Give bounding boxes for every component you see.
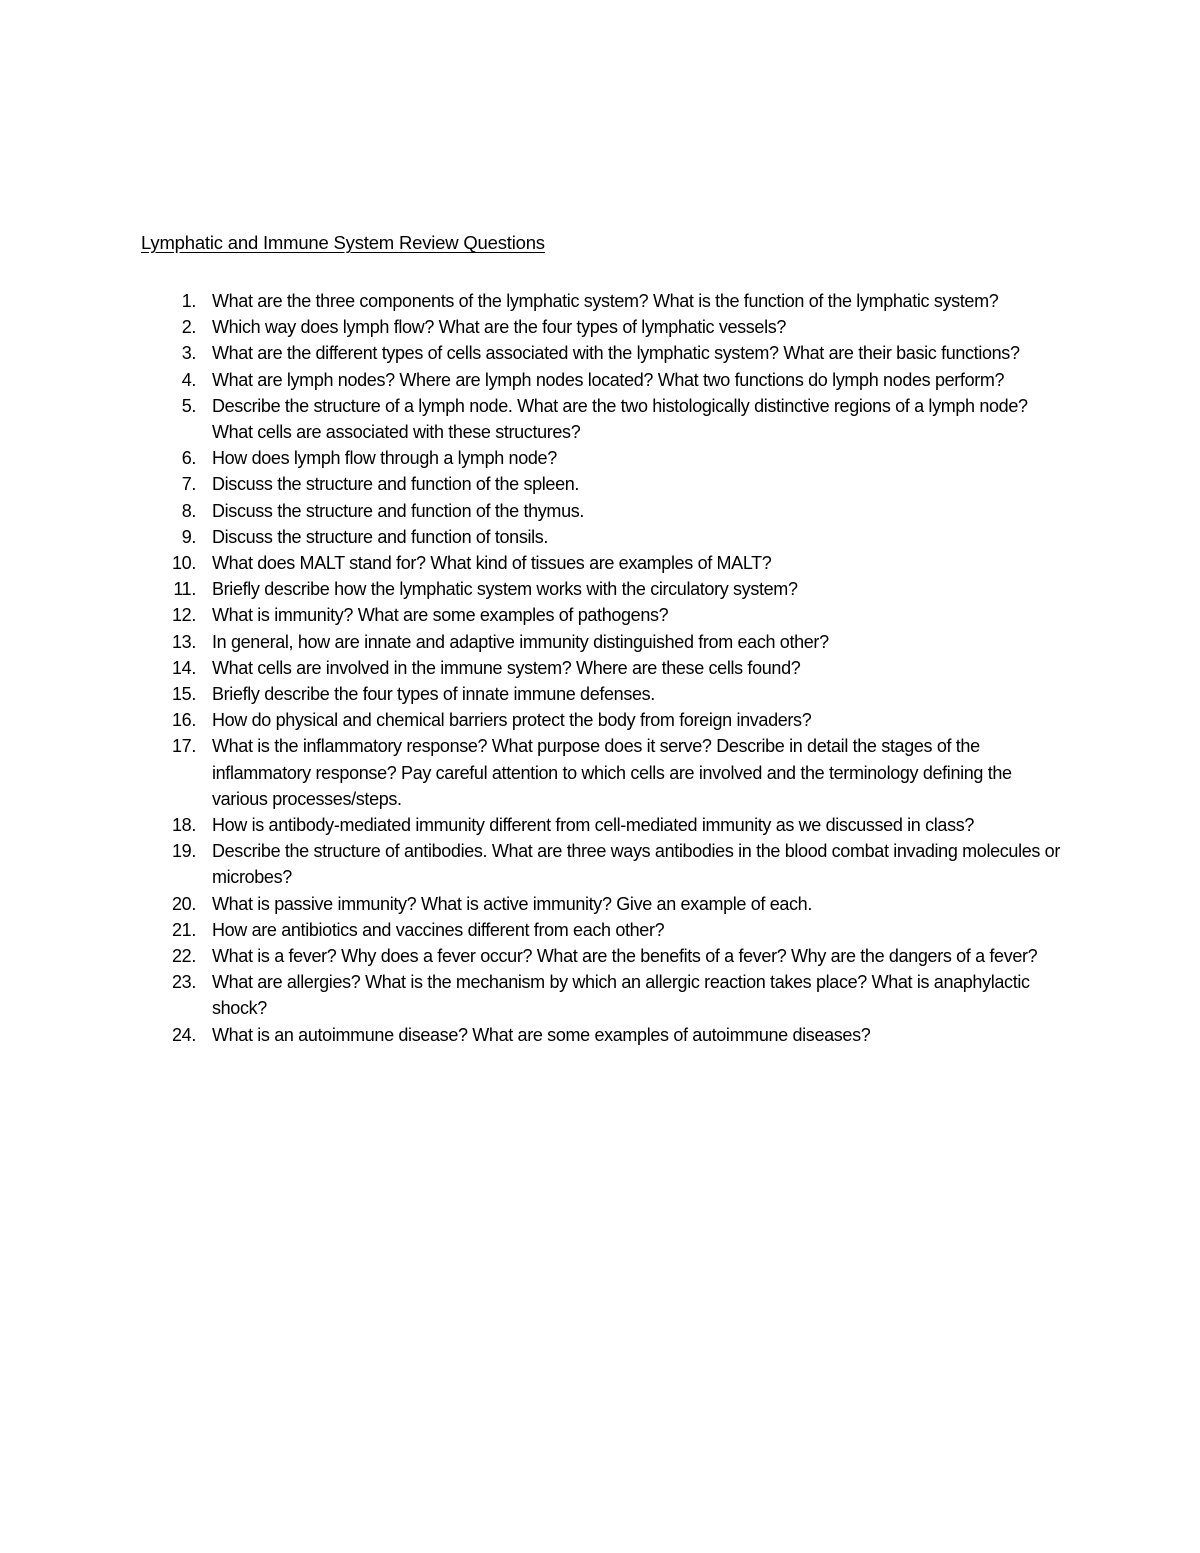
question-number: 22. — [172, 946, 196, 967]
question-item-21 — [141, 917, 1066, 943]
question-text: Discuss the structure and function of the spleen. — [212, 474, 580, 495]
question-item-15 — [141, 681, 1066, 707]
question-text: Discuss the structure and function of the thymus. — [212, 500, 585, 521]
question-text: Which way does lymph flow? What are the four types of lymphatic vessels? — [212, 317, 787, 338]
question-number: 4. — [181, 369, 196, 390]
question-item-4 — [141, 367, 1066, 393]
question-item-20 — [141, 891, 1066, 917]
question-text: Describe the structure of a lymph node. What are the two histologically distinctive regions of a lymph node? What cells are associated with these structures? — [212, 395, 1028, 443]
question-text: How is antibody-mediated immunity different from cell-mediated immunity as we discussed in class? — [212, 815, 975, 836]
question-item-5 — [141, 393, 1066, 445]
question-number: 21. — [172, 919, 196, 940]
question-item-8 — [141, 498, 1066, 524]
question-text: What are the different types of cells associated with the lymphatic system? What are their basic functions? — [212, 343, 1020, 364]
question-item-12 — [141, 602, 1066, 628]
question-text: What is the inflammatory response? What purpose does it serve? Describe in detail the stages of the inflammatory response? Pay careful attention to which cells are involved and the terminology defining the various processes/steps. — [212, 736, 1012, 809]
question-text: Discuss the structure and function of tonsils. — [212, 526, 549, 547]
question-number: 24. — [172, 1024, 196, 1045]
question-text: How are antibiotics and vaccines different from each other? — [212, 919, 665, 940]
question-number: 16. — [172, 710, 196, 731]
question-item-16 — [141, 707, 1066, 733]
question-number: 18. — [172, 815, 196, 836]
question-text: What cells are involved in the immune system? Where are these cells found? — [212, 657, 801, 678]
question-item-22 — [141, 943, 1066, 969]
question-number: 15. — [172, 684, 196, 705]
question-text: Briefly describe the four types of innate immune defenses. — [212, 684, 655, 705]
question-item-9 — [141, 524, 1066, 550]
question-item-1 — [141, 288, 1066, 314]
question-number: 5. — [181, 395, 196, 416]
question-number: 20. — [172, 893, 196, 914]
question-number: 12. — [172, 605, 196, 626]
question-number: 17. — [172, 736, 196, 757]
question-list — [141, 288, 1066, 1048]
question-item-10 — [141, 550, 1066, 576]
question-text: What are lymph nodes? Where are lymph nodes located? What two functions do lymph nodes perform? — [212, 369, 1005, 390]
question-text: What is an autoimmune disease? What are some examples of autoimmune diseases? — [212, 1024, 871, 1045]
question-text: How do physical and chemical barriers protect the body from foreign invaders? — [212, 710, 812, 731]
question-item-13 — [141, 629, 1066, 655]
question-text: What is a fever? Why does a fever occur? What are the benefits of a fever? Why are the dangers of a fever? — [212, 946, 1038, 967]
question-number: 7. — [181, 474, 196, 495]
question-number: 3. — [181, 343, 196, 364]
question-item-7 — [141, 471, 1066, 497]
question-number: 9. — [181, 526, 196, 547]
question-number: 14. — [172, 657, 196, 678]
question-item-19 — [141, 838, 1066, 890]
question-item-24 — [141, 1022, 1066, 1048]
question-item-18 — [141, 812, 1066, 838]
question-number: 1. — [181, 291, 196, 311]
question-text: In general, how are innate and adaptive immunity distinguished from each other? — [212, 631, 829, 652]
question-item-3 — [141, 340, 1066, 366]
question-item-14 — [141, 655, 1066, 681]
question-number: 8. — [181, 500, 196, 521]
question-text: How does lymph flow through a lymph node? — [212, 448, 557, 469]
question-text: What is passive immunity? What is active immunity? Give an example of each. — [212, 893, 812, 914]
question-number: 19. — [172, 841, 196, 862]
question-text: What are allergies? What is the mechanism by which an allergic reaction takes place? What is anaphylactic shock? — [212, 972, 1030, 1019]
question-text: What are the three components of the lymphatic system? What is the function of the lymphatic system? — [212, 291, 999, 311]
question-number: 10. — [172, 553, 196, 574]
question-number: 6. — [181, 448, 196, 469]
question-number: 11. — [173, 579, 196, 600]
question-item-23 — [141, 969, 1066, 1021]
question-item-11 — [141, 576, 1066, 602]
page-title: Lymphatic and Immune System Review Questions — [141, 232, 545, 253]
question-text: Briefly describe how the lymphatic system works with the circulatory system? — [212, 579, 798, 600]
question-number: 13. — [172, 631, 196, 652]
question-number: 23. — [172, 972, 196, 993]
question-text: Describe the structure of antibodies. What are three ways antibodies in the blood combat invading molecules or microbes? — [212, 841, 1060, 888]
question-text: What does MALT stand for? What kind of tissues are examples of MALT? — [212, 553, 772, 574]
question-item-17 — [141, 733, 1066, 812]
question-number: 2. — [181, 317, 196, 338]
question-item-2 — [141, 314, 1066, 340]
question-text: What is immunity? What are some examples of pathogens? — [212, 605, 669, 626]
question-item-6 — [141, 445, 1066, 471]
